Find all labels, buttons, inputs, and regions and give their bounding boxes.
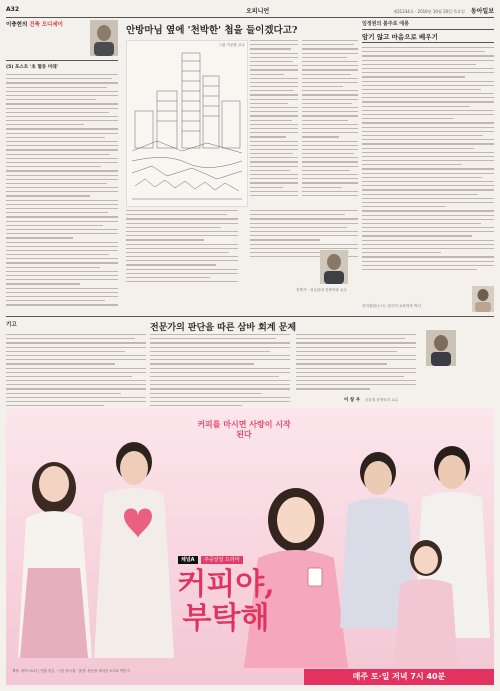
main-body-bottom: [126, 210, 238, 285]
main-headline: 안방마님 옆에 '천박한' 첩을 들이겠다고?: [126, 25, 298, 36]
right-column: [362, 20, 494, 320]
page-number: A32: [6, 6, 19, 13]
lower-author-photo: [426, 330, 456, 366]
ad-title: [156, 568, 296, 636]
drama-advertisement: [6, 408, 494, 685]
right-rule-1: [362, 29, 494, 30]
author-photo: [90, 20, 118, 56]
ad-schedule-bar: [304, 669, 494, 685]
ad-title-line1: 커피야,: [177, 567, 275, 602]
lower-byline-title: 서울대 경영학과 교수: [364, 398, 399, 402]
section-title: 오피니언: [246, 8, 270, 15]
right-rule-2: [362, 42, 494, 43]
subhead: (5) 포스트 '초 혈류 미래': [6, 65, 59, 70]
right-body-text: [362, 47, 494, 273]
header-rule: [6, 17, 494, 18]
main-body-col2: [302, 40, 358, 199]
page-header: [6, 4, 494, 16]
series-label: 건축 오디세이: [29, 22, 63, 28]
section-rule: [6, 316, 494, 317]
left-column: [6, 20, 118, 320]
header-right: [393, 6, 494, 15]
lower-kicker: 기고: [6, 322, 17, 328]
ad-title-line2: 부탁해: [182, 601, 270, 636]
right-headline: 암기 않고 마음으로 배우기: [362, 33, 438, 41]
lower-headline: 전문가의 판단을 따른 삼바 회계 문제: [150, 323, 297, 333]
main-author-photo: [320, 250, 348, 284]
lower-body-col3: [296, 334, 416, 393]
author-portrait-icon: [426, 330, 456, 366]
date-info: 제31234호 · 2016년 10월 20일 목요일: [393, 9, 465, 14]
left-rule: [6, 60, 118, 61]
main-byline-caption: 건축가 · 성균관대 건축학과 교수: [296, 288, 347, 292]
ad-credits: 제작: 에이스토리 | 연출 한돈 · 극본 장시권 · 출연: 용준형 채서진 오지호 박민지: [12, 669, 130, 673]
main-body-col1: [250, 40, 298, 199]
time-badge: 주중일일 드라마: [201, 556, 242, 564]
channel-badge: 채널A: [178, 556, 198, 564]
author-portrait-icon: [320, 250, 348, 284]
right-series-label: 임정원의 봄주로 에릉: [362, 21, 409, 27]
lower-body-col2: [150, 334, 290, 414]
ad-cast-illustration: [6, 408, 494, 685]
lower-body-col1: [6, 334, 146, 414]
lower-byline-name: 이 창 우: [344, 398, 361, 403]
city-sketch-illustration: [126, 40, 248, 207]
right-byline-caption: 음악칼럼니스트 한국어 교육학자 박사: [362, 304, 421, 308]
photo-caption: 그림 이준환 교수: [218, 43, 245, 47]
paper-name: 동아일보: [470, 8, 494, 15]
left-body-text: [6, 74, 118, 309]
city-sketch-icon: [127, 41, 247, 206]
author-portrait-icon: [472, 286, 494, 312]
author-portrait-icon: [90, 20, 118, 56]
right-author-photo: [472, 286, 494, 312]
ad-schedule: 매주 토·일 저녁 7시 40분: [352, 672, 446, 681]
author-name: 이충현의: [6, 22, 28, 28]
ad-tagline: 커피를 마시면 사랑이 시작된다: [197, 420, 291, 439]
lower-byline: [344, 397, 398, 403]
ad-badges: [178, 556, 243, 563]
